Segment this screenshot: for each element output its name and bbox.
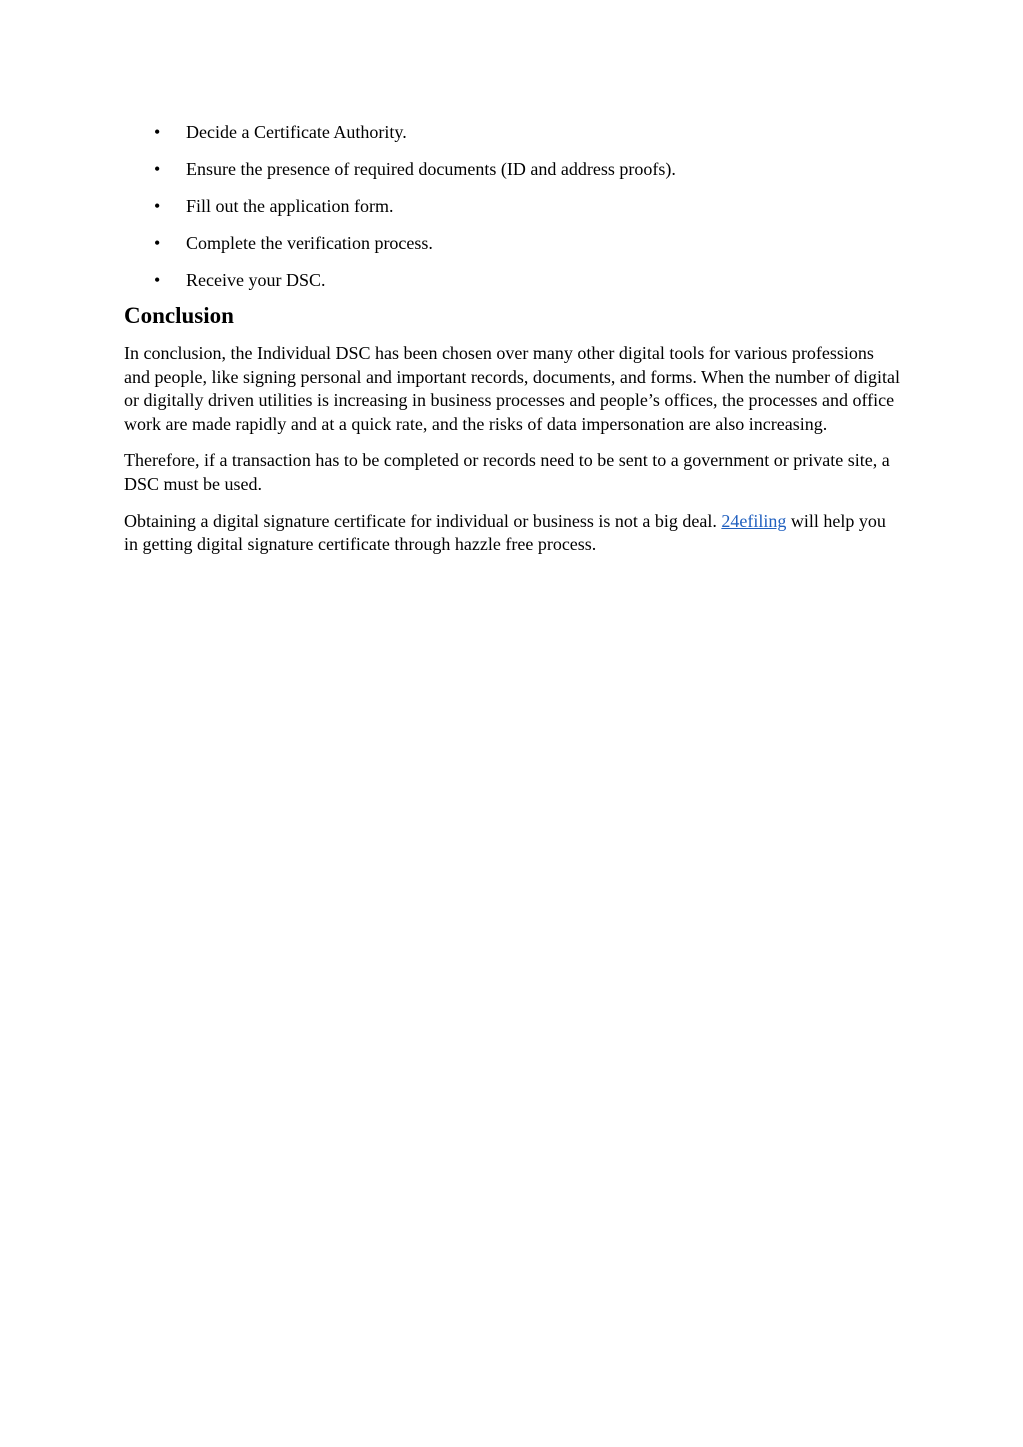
bullet-icon: • <box>154 196 161 216</box>
steps-bullet-list <box>124 120 904 292</box>
paragraph-3-text-after: will help you in getting digital signature certificate through hazzle free process. <box>124 510 886 555</box>
bullet-icon: • <box>154 270 161 290</box>
bullet-text: Decide a Certificate Authority. <box>186 122 407 142</box>
conclusion-paragraph-1: In conclusion, the Individual DSC has been chosen over many other digital tools for various professions and people, like signing personal and important records, documents, and forms. When the number of digital or digitally driven utilities is increasing in business processes and people’s offices, the processes and office work are made rapidly and at a quick rate, and the risks of data impersonation are also increasing. <box>124 343 900 434</box>
bullet-item-verification <box>124 231 904 255</box>
bullet-item-receive-dsc <box>124 268 904 292</box>
bullet-text: Receive your DSC. <box>186 270 326 290</box>
conclusion-heading: Conclusion <box>124 303 234 328</box>
page-content <box>124 120 904 557</box>
bullet-item-application-form <box>124 194 904 218</box>
bullet-text: Ensure the presence of required documents (ID and address proofs). <box>186 159 676 179</box>
bullet-text: Fill out the application form. <box>186 196 394 216</box>
bullet-icon: • <box>154 233 161 253</box>
bullet-text: Complete the verification process. <box>186 233 433 253</box>
paragraph-3-text-before: Obtaining a digital signature certificate for individual or business is not a big deal. <box>124 510 722 531</box>
bullet-icon: • <box>154 159 161 179</box>
bullet-item-certificate-authority <box>124 120 904 144</box>
conclusion-paragraph-2: Therefore, if a transaction has to be completed or records need to be sent to a government or private site, a DSC must be used. <box>124 450 890 494</box>
24efiling-link[interactable]: 24efiling <box>721 510 787 531</box>
bullet-item-documents <box>124 157 904 181</box>
bullet-icon: • <box>154 122 161 142</box>
conclusion-paragraph-3 <box>124 510 904 557</box>
